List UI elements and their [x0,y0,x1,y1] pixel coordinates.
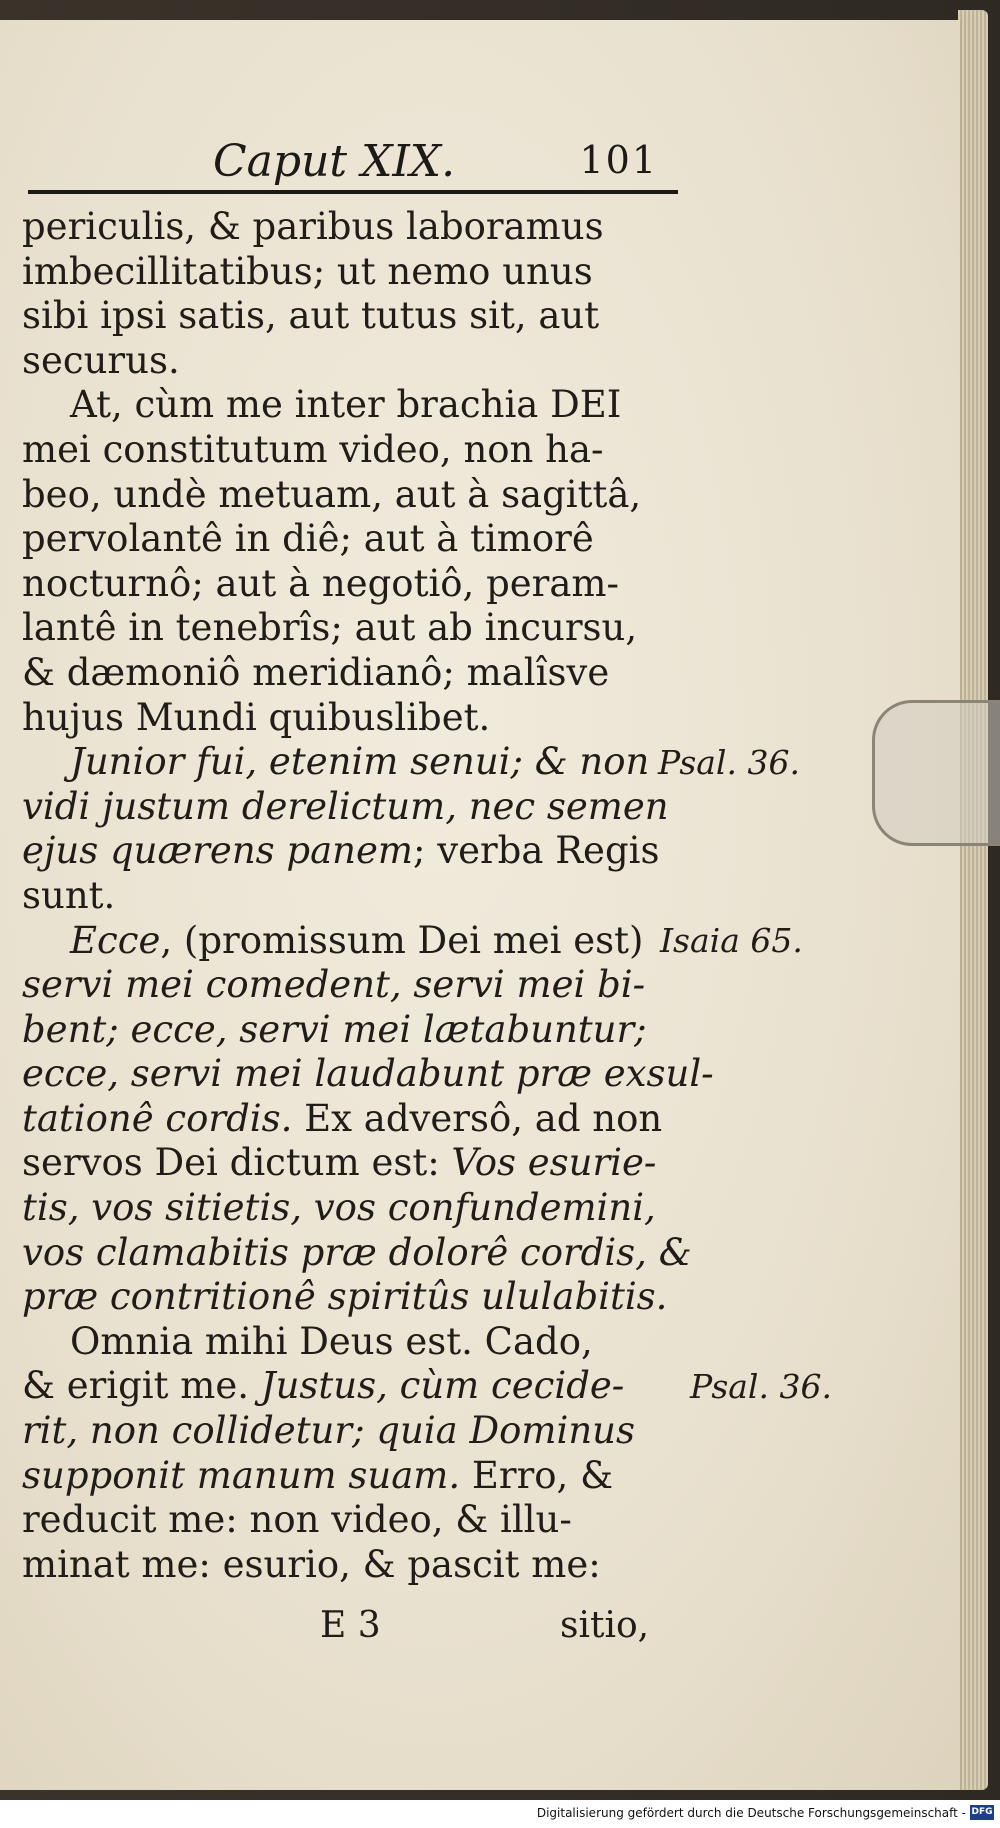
text-segment: & dæmoniô meridianô; malîsve [22,650,610,694]
text-line [22,1052,722,1097]
header-rule [28,190,678,194]
text-segment: periculis, & paribus laboramus [22,205,604,248]
text-segment: servos Dei dictum est: [22,1141,452,1185]
text-line [22,874,722,919]
digitization-notice: Digitalisierung gefördert durch die Deutsche Forschungsgemeinschaft - [536,1806,966,1820]
text-segment: securus. [22,338,180,382]
text-line [22,1008,722,1053]
text-line [22,963,722,1008]
text-segment: beo, undè metuam, aut à sagittâ, [22,472,642,516]
text-line [22,829,722,874]
catchword: sitio, [560,1605,650,1646]
page-header [18,128,668,198]
text-segment: & erigit me. [22,1364,261,1408]
margin-note-psalm-36: Psal. 36. [658,743,800,782]
italic-text-segment: vos clamabitis præ dolorê cordis, & [22,1230,692,1274]
text-line [22,428,722,473]
text-line [22,250,722,295]
text-line [22,696,722,741]
text-segment: reducit me: non video, & illu- [22,1498,572,1542]
italic-text-segment: rit, non collidetur; quia Dominus [22,1409,635,1453]
text-line [22,562,722,607]
text-line [22,1454,722,1499]
margin-note-psalm-36-second: Psal. 36. [690,1367,832,1406]
italic-text-segment: Vos esurie- [451,1141,657,1185]
text-segment: Erro, & [460,1453,614,1497]
margin-note-isaiah-65: Isaia 65. [660,921,803,960]
text-line [22,1498,722,1543]
italic-text-segment: servi mei comedent, servi mei bi- [22,963,646,1007]
text-line [22,1231,722,1276]
text-line [22,1141,722,1186]
italic-text-segment: Ecce [70,918,161,962]
text-line [22,740,722,785]
dfg-logo: DFG [970,1805,994,1820]
text-segment: Omnia mihi Deus est. Cado, [70,1319,593,1363]
text-segment: At, cùm me inter brachia DEI [70,383,622,427]
italic-text-segment: præ contritionê spiritûs ululabitis. [22,1275,668,1319]
text-line [22,785,722,830]
italic-text-segment: Junior fui, etenim senui; & non [70,740,650,784]
italic-text-segment: tationê cordis. [22,1096,293,1140]
text-line [22,473,722,518]
text-line [22,1409,722,1454]
italic-text-segment: ecce, servi mei laudabunt præ exsul- [22,1052,714,1096]
text-segment: mei constitutum video, non ha- [22,427,604,471]
italic-text-segment: Justus, cùm cecide- [260,1364,625,1408]
signature-mark: E 3 [320,1605,381,1646]
text-segment: sibi ipsi satis, aut tutus sit, aut [22,294,600,338]
italic-text-segment: supponit manum suam. [22,1453,461,1497]
text-line [22,1186,722,1231]
italic-text-segment: tis, vos sitietis, vos confundemini, [22,1186,656,1230]
text-segment: imbecillitatibus; ut nemo unus [22,249,593,293]
italic-text-segment: bent; ecce, servi mei lætabuntur; [22,1007,647,1051]
text-segment: sunt. [22,873,116,917]
text-segment: lantê in tenebrîs; aut ab incursu, [22,606,638,650]
italic-text-segment: vidi justum derelictum, nec semen [22,784,669,828]
footer-strip [0,1800,1000,1828]
text-line [22,294,722,339]
text-line [22,1320,722,1365]
italic-text-segment: ejus quærens panem [22,829,413,873]
text-line [22,1097,722,1142]
text-line [22,1543,722,1588]
text-line [22,517,722,562]
bookmark-tab [872,700,1000,846]
text-line [22,651,722,696]
page-edges [958,10,988,1790]
text-line [22,606,722,651]
running-title: Caput XIX. [213,136,456,187]
text-line [22,919,722,964]
text-line [22,339,722,384]
text-line [22,383,722,428]
text-segment: nocturnô; aut à negotiô, peram- [22,561,619,605]
page-number: 101 [579,138,658,182]
text-segment: , (promissum Dei mei est) [160,918,644,962]
text-segment: minat me: esurio, & pascit me: [22,1542,601,1586]
text-line [22,1364,722,1409]
text-segment: ; verba Regis [412,829,660,873]
text-line [22,205,722,250]
text-segment: Ex adversô, ad non [292,1096,663,1140]
text-segment: pervolantê in diê; aut à timorê [22,517,594,561]
body-text [22,205,722,1587]
text-segment: hujus Mundi quibuslibet. [22,695,491,739]
text-line [22,1275,722,1320]
